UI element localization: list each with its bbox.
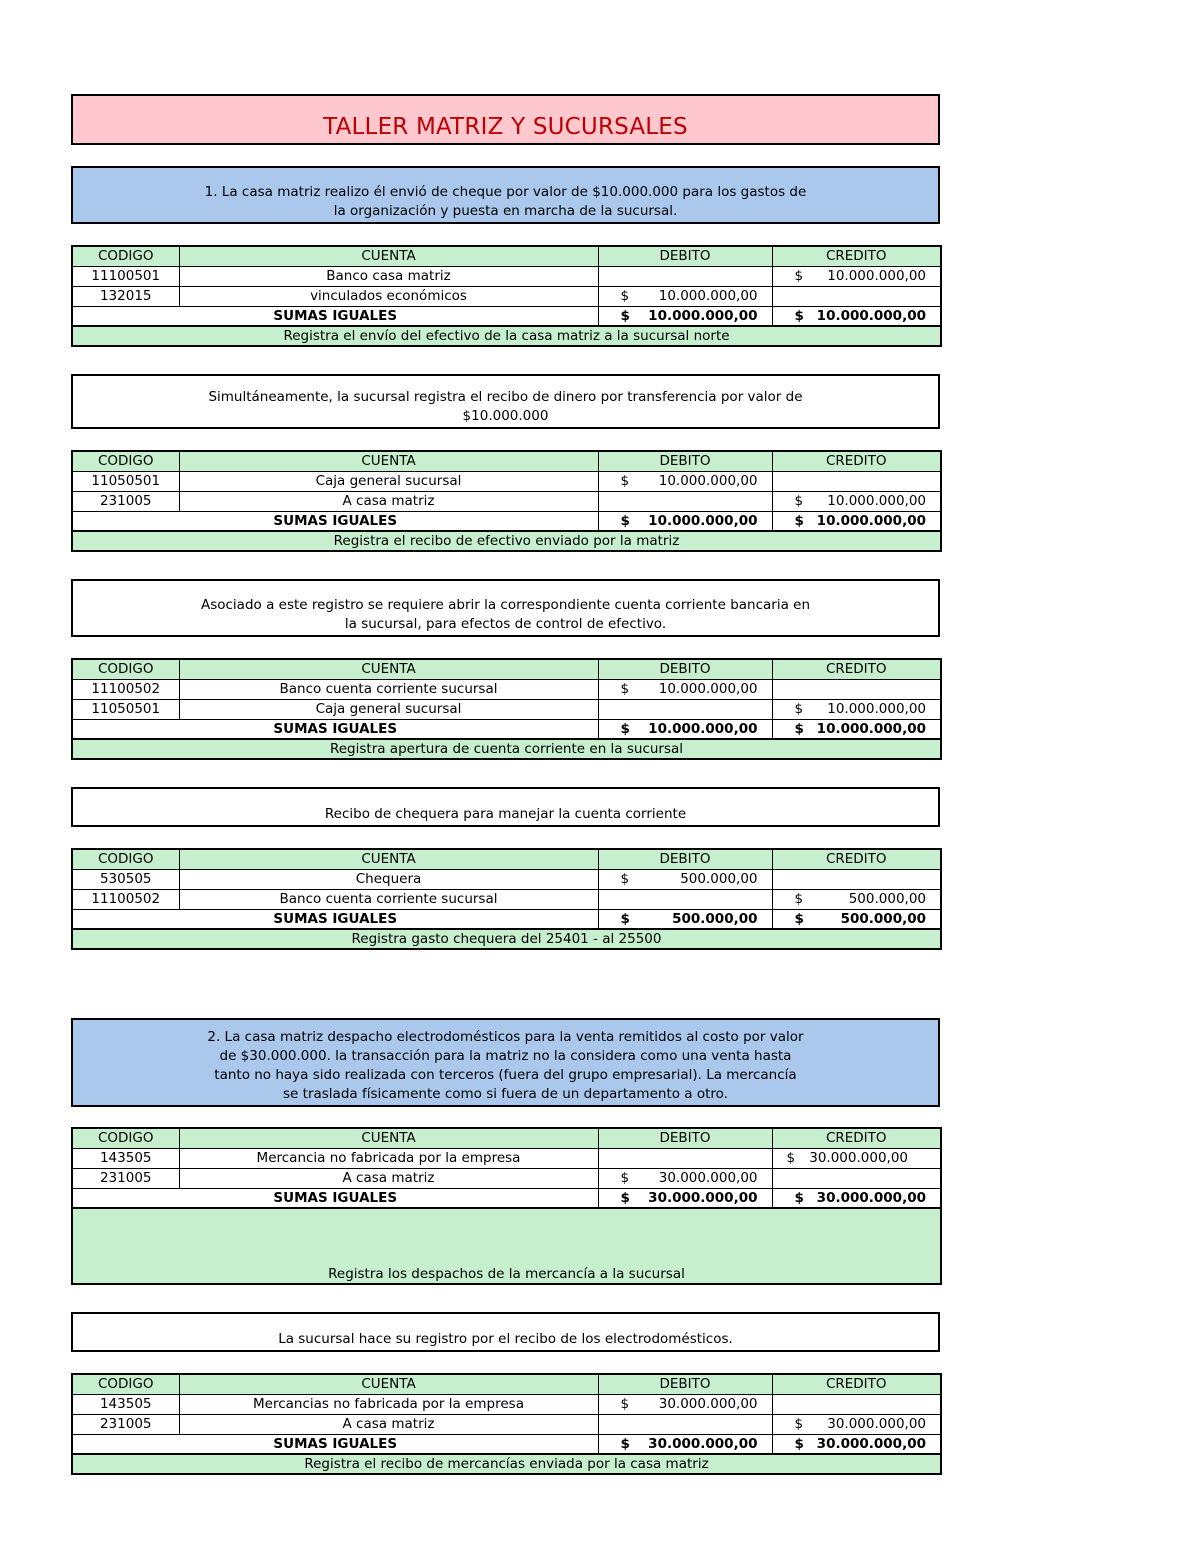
section-description	[71, 166, 940, 224]
debit-amount: 10.000.000,00	[658, 288, 758, 304]
currency-symbol: $	[794, 512, 804, 529]
account-name: Caja general sucursal	[179, 471, 598, 491]
table-row	[72, 869, 941, 889]
sum-row	[72, 511, 941, 531]
account-code: 11100502	[72, 889, 179, 909]
section-description	[71, 374, 940, 429]
table-row	[72, 491, 941, 511]
debit-cell	[598, 286, 772, 306]
credit-cell	[772, 679, 941, 699]
currency-symbol: $	[794, 307, 804, 324]
sum-label: SUMAS IGUALES	[72, 909, 598, 929]
table-row	[72, 471, 941, 491]
debit-cell	[598, 1414, 772, 1434]
credit-amount: 500.000,00	[848, 891, 926, 907]
journal-table	[71, 245, 942, 347]
journal-table	[71, 1373, 942, 1475]
header-debito: DEBITO	[598, 849, 772, 869]
sum-debit: 500.000,00	[672, 910, 758, 927]
currency-symbol: $	[620, 1189, 630, 1206]
account-name: Mercancia no fabricada por la empresa	[179, 1148, 598, 1168]
journal-table	[71, 450, 942, 552]
debit-cell	[598, 491, 772, 511]
account-name: Caja general sucursal	[179, 699, 598, 719]
table-row	[72, 1148, 941, 1168]
account-code: 231005	[72, 1414, 179, 1434]
table-row	[72, 699, 941, 719]
journal-table	[71, 1127, 942, 1285]
entry-note: Registra el envío del efectivo de la casa matriz a la sucursal norte	[72, 326, 941, 346]
credit-cell	[772, 1148, 941, 1168]
table-header-row	[72, 849, 941, 869]
currency-symbol: $	[620, 910, 630, 927]
currency-symbol: $	[620, 288, 630, 304]
header-credito: CREDITO	[772, 849, 941, 869]
currency-symbol: $	[794, 1435, 804, 1452]
debit-cell	[598, 889, 772, 909]
account-name: A casa matriz	[179, 491, 598, 511]
note-row	[72, 1208, 941, 1284]
entry-note: Registra apertura de cuenta corriente en la sucursal	[72, 739, 941, 759]
debit-cell	[598, 1394, 772, 1414]
table-header-row	[72, 246, 941, 266]
sum-credit-cell	[772, 1188, 941, 1208]
note-row	[72, 739, 941, 759]
currency-symbol: $	[620, 681, 630, 697]
credit-cell	[772, 1414, 941, 1434]
entry-note: Registra el recibo de efectivo enviado por la matriz	[72, 531, 941, 551]
sum-debit-cell	[598, 1434, 772, 1454]
account-code: 231005	[72, 491, 179, 511]
sum-label: SUMAS IGUALES	[72, 1434, 598, 1454]
table-row	[72, 679, 941, 699]
credit-cell	[772, 491, 941, 511]
sum-credit-cell	[772, 306, 941, 326]
journal-table	[71, 658, 942, 760]
account-name: A casa matriz	[179, 1168, 598, 1188]
account-name: vinculados económicos	[179, 286, 598, 306]
header-cuenta: CUENTA	[179, 1128, 598, 1148]
header-debito: DEBITO	[598, 451, 772, 471]
header-codigo: CODIGO	[72, 1128, 179, 1148]
section-description-text: Recibo de chequera para manejar la cuenta corriente	[324, 806, 687, 822]
sum-debit-cell	[598, 719, 772, 739]
table-row	[72, 266, 941, 286]
credit-cell	[772, 286, 941, 306]
debit-amount: 30.000.000,00	[658, 1396, 758, 1412]
currency-symbol: $	[794, 891, 804, 907]
header-credito: CREDITO	[772, 246, 941, 266]
table-header-row	[72, 659, 941, 679]
debit-cell	[598, 266, 772, 286]
account-name: Mercancias no fabricada por la empresa	[179, 1394, 598, 1414]
entry-note: Registra los despachos de la mercancía a la sucursal	[72, 1208, 941, 1284]
header-debito: DEBITO	[598, 659, 772, 679]
credit-cell	[772, 869, 941, 889]
table-row	[72, 286, 941, 306]
credit-cell	[772, 471, 941, 491]
sum-debit-cell	[598, 306, 772, 326]
header-debito: DEBITO	[598, 1374, 772, 1394]
debit-cell	[598, 1168, 772, 1188]
sum-debit-cell	[598, 909, 772, 929]
sum-credit: 30.000.000,00	[816, 1435, 926, 1452]
credit-cell	[772, 699, 941, 719]
section-description	[71, 787, 940, 827]
note-row	[72, 929, 941, 949]
account-code: 11050501	[72, 471, 179, 491]
sum-debit-cell	[598, 511, 772, 531]
sum-credit: 500.000,00	[840, 910, 926, 927]
debit-cell	[598, 699, 772, 719]
header-credito: CREDITO	[772, 659, 941, 679]
currency-symbol: $	[794, 910, 804, 927]
section-description-text: 2. La casa matriz despacho electrodomésticos para la venta remitidos al costo por valor de $30.000.000. la transacción para la matriz no la considera como una venta hasta tanto no haya sido realizada con terceros (fuera del grupo empresarial). La mercancía se traslada físicamente como si fuera de un departamento a otro.	[207, 1029, 804, 1102]
sum-credit-cell	[772, 511, 941, 531]
credit-amount: 10.000.000,00	[827, 268, 926, 284]
sum-credit: 10.000.000,00	[816, 307, 926, 324]
debit-amount: 500.000,00	[680, 871, 758, 887]
currency-symbol: $	[794, 493, 804, 509]
entry-note: Registra gasto chequera del 25401 - al 25500	[72, 929, 941, 949]
debit-amount: 10.000.000,00	[658, 473, 758, 489]
section-description	[71, 1312, 940, 1352]
credit-amount: 30.000.000,00	[827, 1416, 926, 1432]
currency-symbol: $	[620, 1396, 630, 1412]
section-description	[71, 579, 940, 637]
account-name: A casa matriz	[179, 1414, 598, 1434]
header-cuenta: CUENTA	[179, 659, 598, 679]
account-code: 11100501	[72, 266, 179, 286]
currency-symbol: $	[794, 720, 804, 737]
table-row	[72, 889, 941, 909]
currency-symbol: $	[620, 512, 630, 529]
account-code: 11100502	[72, 679, 179, 699]
sum-debit: 10.000.000,00	[648, 307, 758, 324]
sum-row	[72, 719, 941, 739]
sum-debit: 30.000.000,00	[648, 1189, 758, 1206]
currency-symbol: $	[794, 268, 804, 284]
header-debito: DEBITO	[598, 246, 772, 266]
sum-debit: 10.000.000,00	[648, 720, 758, 737]
section-description-text: Asociado a este registro se requiere abrir la correspondiente cuenta corriente bancaria en la sucursal, para efectos de control de efectivo.	[200, 597, 811, 632]
table-header-row	[72, 1374, 941, 1394]
sum-label: SUMAS IGUALES	[72, 511, 598, 531]
sum-credit-cell	[772, 909, 941, 929]
header-codigo: CODIGO	[72, 1374, 179, 1394]
sum-row	[72, 909, 941, 929]
sum-row	[72, 1188, 941, 1208]
account-name: Banco cuenta corriente sucursal	[179, 679, 598, 699]
sum-credit: 10.000.000,00	[816, 720, 926, 737]
table-header-row	[72, 451, 941, 471]
table-header-row	[72, 1128, 941, 1148]
header-cuenta: CUENTA	[179, 1374, 598, 1394]
journal-table	[71, 848, 942, 950]
account-name: Chequera	[179, 869, 598, 889]
entry-note: Registra el recibo de mercancías enviada por la casa matriz	[72, 1454, 941, 1474]
note-row	[72, 326, 941, 346]
note-row	[72, 531, 941, 551]
sum-debit: 10.000.000,00	[648, 512, 758, 529]
credit-cell	[772, 1168, 941, 1188]
sum-row	[72, 306, 941, 326]
currency-symbol: $	[620, 720, 630, 737]
header-cuenta: CUENTA	[179, 849, 598, 869]
sum-label: SUMAS IGUALES	[72, 719, 598, 739]
credit-cell	[772, 1394, 941, 1414]
sum-row	[72, 1434, 941, 1454]
currency-symbol: $	[794, 701, 804, 717]
credit-amount: 10.000.000,00	[827, 701, 926, 717]
sum-credit-cell	[772, 719, 941, 739]
sum-credit: 10.000.000,00	[816, 512, 926, 529]
sum-label: SUMAS IGUALES	[72, 1188, 598, 1208]
debit-cell	[598, 471, 772, 491]
header-credito: CREDITO	[772, 1374, 941, 1394]
debit-cell	[598, 679, 772, 699]
currency-symbol: $	[620, 1170, 630, 1186]
note-row	[72, 1454, 941, 1474]
credit-cell	[772, 889, 941, 909]
section-description-text: 1. La casa matriz realizo él envió de cheque por valor de $10.000.000 para los gastos de la organización y puesta en marcha de la sucursal.	[204, 184, 807, 219]
currency-symbol: $	[620, 871, 630, 887]
credit-amount: 30.000.000,00	[809, 1150, 908, 1166]
account-code: 143505	[72, 1394, 179, 1414]
currency-symbol: $	[620, 473, 630, 489]
currency-symbol: $	[786, 1150, 796, 1166]
debit-amount: 30.000.000,00	[658, 1170, 758, 1186]
section-description	[71, 1018, 940, 1107]
account-code: 231005	[72, 1168, 179, 1188]
page-title: TALLER MATRIZ Y SUCURSALES	[323, 114, 688, 140]
header-debito: DEBITO	[598, 1128, 772, 1148]
debit-cell	[598, 869, 772, 889]
debit-cell	[598, 1148, 772, 1168]
account-code: 11050501	[72, 699, 179, 719]
table-row	[72, 1394, 941, 1414]
account-code: 143505	[72, 1148, 179, 1168]
sum-credit: 30.000.000,00	[816, 1189, 926, 1206]
account-code: 530505	[72, 869, 179, 889]
account-name: Banco casa matriz	[179, 266, 598, 286]
sum-label: SUMAS IGUALES	[72, 306, 598, 326]
page-title-box	[71, 94, 940, 145]
sum-credit-cell	[772, 1434, 941, 1454]
header-codigo: CODIGO	[72, 659, 179, 679]
sum-debit: 30.000.000,00	[648, 1435, 758, 1452]
header-codigo: CODIGO	[72, 849, 179, 869]
sum-debit-cell	[598, 1188, 772, 1208]
table-row	[72, 1414, 941, 1434]
header-credito: CREDITO	[772, 451, 941, 471]
section-description-text: Simultáneamente, la sucursal registra el recibo de dinero por transferencia por valor de $10.000.000	[208, 389, 803, 424]
header-codigo: CODIGO	[72, 451, 179, 471]
section-description-text: La sucursal hace su registro por el recibo de los electrodomésticos.	[278, 1331, 733, 1347]
table-row	[72, 1168, 941, 1188]
currency-symbol: $	[794, 1416, 804, 1432]
currency-symbol: $	[620, 307, 630, 324]
account-name: Banco cuenta corriente sucursal	[179, 889, 598, 909]
currency-symbol: $	[794, 1189, 804, 1206]
credit-amount: 10.000.000,00	[827, 493, 926, 509]
header-cuenta: CUENTA	[179, 246, 598, 266]
header-credito: CREDITO	[772, 1128, 941, 1148]
header-cuenta: CUENTA	[179, 451, 598, 471]
account-code: 132015	[72, 286, 179, 306]
debit-amount: 10.000.000,00	[658, 681, 758, 697]
currency-symbol: $	[620, 1435, 630, 1452]
header-codigo: CODIGO	[72, 246, 179, 266]
credit-cell	[772, 266, 941, 286]
